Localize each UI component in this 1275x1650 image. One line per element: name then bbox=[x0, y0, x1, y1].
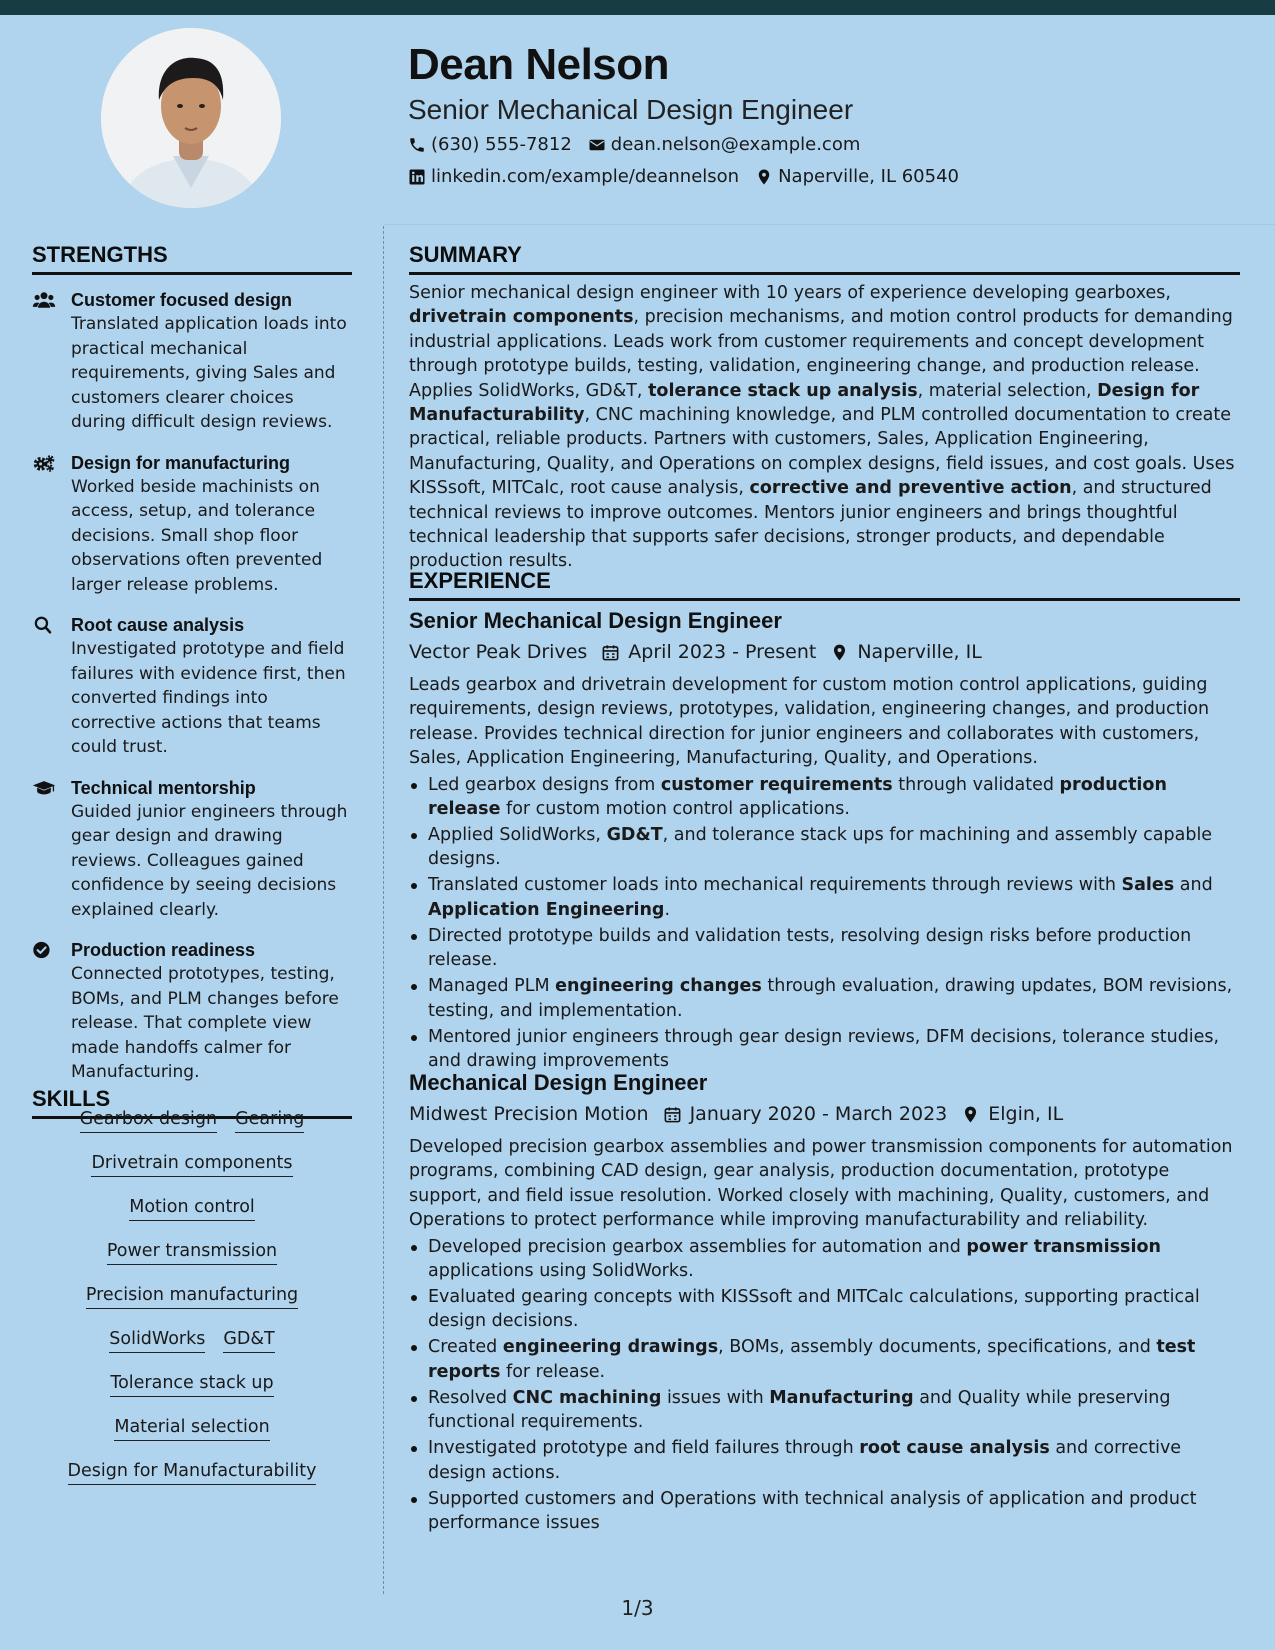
candidate-name: Dean Nelson bbox=[408, 40, 670, 89]
text-run: Managed PLM bbox=[428, 976, 556, 997]
linkedin-text: linkedin.com/example/deannelson bbox=[431, 166, 740, 187]
skill-tag: Drivetrain components bbox=[91, 1152, 292, 1177]
job-company: Midwest Precision Motion bbox=[409, 1103, 649, 1125]
emphasis-text: customer requirements bbox=[660, 774, 893, 795]
job-bullet bbox=[409, 1235, 1240, 1284]
job-company: Vector Peak Drives bbox=[409, 641, 588, 663]
emphasis-text: CNC machining bbox=[512, 1387, 662, 1408]
strength-description: Translated application loads into practical mechanical requirements, giving Sales and customers clearer choices during difficult design reviews. bbox=[71, 314, 347, 432]
linkedin-item[interactable] bbox=[408, 166, 739, 187]
phone-item[interactable] bbox=[408, 134, 572, 155]
emphasis-text: Design for Manufacturability bbox=[409, 380, 1200, 426]
strength-description: Investigated prototype and field failures with evidence first, then converted findings into corrective actions that teams could trust. bbox=[71, 639, 346, 757]
profile-photo bbox=[101, 28, 281, 208]
text-run: Developed precision gearbox assemblies for automation and bbox=[428, 1236, 967, 1257]
emphasis-text: GD&T bbox=[606, 825, 663, 846]
map-pin-icon bbox=[830, 643, 849, 662]
job-bullet bbox=[409, 1386, 1240, 1435]
strength-title: Design for manufacturing bbox=[71, 452, 291, 473]
phone-text: (630) 555-7812 bbox=[431, 134, 572, 155]
text-run: Mentored junior engineers through gear design reviews, DFM decisions, tolerance studies, and drawing improvements bbox=[428, 1026, 1220, 1072]
text-run: , precision mechanisms, and motion control products for demanding industrial applications. Leads work from customer requirements and concept development through prototype builds, testing, validation, engineering change, and production release. Applies SolidWorks, GD&T, bbox=[409, 307, 1233, 401]
job-bullet bbox=[409, 1436, 1240, 1485]
text-run: through evaluation, drawing updates, BOM revisions, testing, and implementation. bbox=[428, 976, 1233, 1021]
job-bullet bbox=[409, 1487, 1240, 1536]
emphasis-text: power transmission bbox=[966, 1236, 1161, 1257]
check-circle-icon bbox=[32, 940, 56, 960]
strength-item bbox=[32, 776, 352, 923]
strength-item bbox=[32, 451, 352, 598]
job-bullet bbox=[409, 823, 1240, 872]
text-run: and Quality while preserving functional requirements. bbox=[428, 1387, 1171, 1433]
skill-tag: Motion control bbox=[129, 1196, 255, 1221]
strength-title: Technical mentorship bbox=[71, 777, 256, 798]
skill-tag: SolidWorks bbox=[109, 1328, 205, 1353]
skill-row bbox=[59, 1460, 326, 1485]
skill-tag: Precision manufacturing bbox=[86, 1284, 298, 1309]
emphasis-text: tolerance stack up analysis bbox=[648, 380, 918, 401]
job-bullet bbox=[409, 1285, 1240, 1334]
location-text: Naperville, IL 60540 bbox=[778, 166, 959, 187]
job-bullet bbox=[409, 1025, 1240, 1074]
emphasis-text: Manufacturing bbox=[769, 1387, 914, 1408]
text-run: for release. bbox=[500, 1361, 606, 1382]
gears-icon bbox=[32, 453, 56, 473]
text-run: . bbox=[664, 899, 671, 920]
strength-description: Worked beside machinists on access, setup, and tolerance decisions. Small shop floor observations often prevented larger release problems. bbox=[71, 476, 323, 595]
text-run: Resolved bbox=[428, 1387, 513, 1408]
summary-heading: SUMMARY bbox=[409, 242, 1240, 275]
text-run: and bbox=[1174, 875, 1213, 896]
skill-tag: Material selection bbox=[114, 1416, 269, 1441]
strengths-list bbox=[32, 288, 352, 1101]
emphasis-text: Sales bbox=[1121, 875, 1175, 896]
job-meta bbox=[409, 1101, 1240, 1127]
skill-tag: Tolerance stack up bbox=[110, 1372, 273, 1397]
strength-item bbox=[32, 288, 352, 435]
text-run: Directed prototype builds and validation tests, resolving design risks before production release. bbox=[428, 925, 1192, 971]
skill-tag: Power transmission bbox=[107, 1240, 277, 1265]
contact-line-1 bbox=[408, 134, 876, 155]
text-run: , material selection, bbox=[917, 380, 1098, 401]
skill-tag: GD&T bbox=[223, 1328, 274, 1353]
text-run: Applied SolidWorks, bbox=[428, 825, 607, 846]
text-run: Translated customer loads into mechanical requirements through reviews with bbox=[428, 875, 1122, 896]
map-pin-icon bbox=[961, 1105, 980, 1124]
strength-description: Connected prototypes, testing, BOMs, and PLM changes before release. That complete view made handoffs calmer for Manufacturing. bbox=[71, 964, 339, 1082]
summary-text bbox=[409, 281, 1240, 574]
text-run: issues with bbox=[661, 1387, 770, 1408]
skill-row bbox=[120, 1196, 264, 1221]
job-bullet bbox=[409, 773, 1240, 822]
text-run: Led gearbox designs from bbox=[428, 774, 661, 795]
strength-title: Customer focused design bbox=[71, 290, 293, 310]
emphasis-text: Application Engineering bbox=[428, 899, 665, 920]
phone-icon bbox=[408, 136, 426, 154]
skill-tag: Gearbox design bbox=[80, 1108, 218, 1133]
skill-row bbox=[98, 1240, 286, 1265]
skill-row bbox=[71, 1108, 314, 1133]
skill-row bbox=[100, 1328, 283, 1353]
job-location: Elgin, IL bbox=[988, 1103, 1064, 1125]
page-number: 1/3 bbox=[621, 1596, 654, 1620]
text-run: through validated bbox=[892, 774, 1060, 795]
text-run: , and tolerance stack ups for machining and assembly capable designs. bbox=[428, 825, 1213, 870]
job-description: Developed precision gearbox assemblies and power transmission components for automation programs, combining CAD design, gear analysis, production documentation, prototype support, and field issue resolution. Worked closely with machining, Quality, customers, and Operations to protect performance while improving manufacturability and reliability. bbox=[409, 1137, 1233, 1231]
job-entry bbox=[409, 1069, 1240, 1537]
location-item bbox=[755, 166, 959, 187]
skills-list bbox=[32, 1108, 352, 1504]
job-bullets bbox=[409, 1235, 1240, 1536]
email-item[interactable] bbox=[588, 134, 861, 155]
strength-description: Guided junior engineers through gear design and drawing reviews. Colleagues gained confidence by seeing decisions explained clearly. bbox=[71, 801, 348, 920]
emphasis-text: test reports bbox=[428, 1337, 1196, 1382]
users-icon bbox=[32, 290, 56, 310]
text-run: for custom motion control applications. bbox=[500, 799, 850, 820]
text-run: Senior mechanical design engineer with 10 years of experience developing gearboxes, bbox=[409, 283, 1171, 303]
calendar-icon bbox=[663, 1105, 682, 1124]
linkedin-icon bbox=[408, 168, 426, 186]
skill-tag: Design for Manufacturability bbox=[68, 1460, 317, 1485]
strength-title: Root cause analysis bbox=[71, 615, 245, 635]
header-divider bbox=[384, 224, 1275, 225]
text-run: and corrective design actions. bbox=[428, 1438, 1182, 1483]
job-location: Naperville, IL bbox=[857, 641, 982, 663]
job-bullet bbox=[409, 1335, 1240, 1384]
contact-line-2 bbox=[408, 166, 975, 187]
job-meta bbox=[409, 639, 1240, 665]
email-text: dean.nelson@example.com bbox=[610, 134, 861, 155]
candidate-role: Senior Mechanical Design Engineer bbox=[408, 94, 854, 125]
job-bullets bbox=[409, 773, 1240, 1074]
envelope-icon bbox=[588, 136, 606, 154]
search-icon bbox=[32, 615, 56, 635]
job-title: Mechanical Design Engineer bbox=[409, 1070, 708, 1095]
emphasis-text: engineering drawings bbox=[502, 1337, 719, 1358]
text-run: , CNC machining knowledge, and PLM controlled documentation to create practical, reliable products. Partners with customers, Sales, Application Engineering, Manufacturing, Quality, and Operations on complex designs, field issues, and cost goals. Uses KISSsoft, MITCalc, root cause analysis, bbox=[409, 405, 1235, 499]
experience-heading: EXPERIENCE bbox=[409, 568, 1240, 601]
job-dates: January 2020 - March 2023 bbox=[689, 1103, 948, 1125]
text-run: applications using SolidWorks. bbox=[428, 1261, 694, 1282]
text-run: , and structured technical reviews to improve outcomes. Mentors junior engineers and brings thoughtful technical leadership that supports safer decisions, stronger products, and dependable production results. bbox=[409, 478, 1212, 572]
strength-title: Production readiness bbox=[71, 940, 256, 960]
skill-row bbox=[105, 1416, 278, 1441]
graduation-cap-icon bbox=[32, 778, 56, 798]
text-run: Investigated prototype and field failures through bbox=[428, 1438, 860, 1459]
top-bar bbox=[0, 0, 1275, 15]
strengths-heading: STRENGTHS bbox=[32, 242, 352, 275]
emphasis-text: engineering changes bbox=[555, 976, 762, 997]
job-bullet bbox=[409, 974, 1240, 1023]
strength-item bbox=[32, 613, 352, 760]
skill-row bbox=[77, 1284, 307, 1309]
emphasis-text: production release bbox=[428, 774, 1167, 820]
text-run: Supported customers and Operations with technical analysis of application and product performance issues bbox=[428, 1488, 1197, 1534]
text-run: Evaluated gearing concepts with KISSsoft and MITCalc calculations, supporting practical design decisions. bbox=[428, 1287, 1200, 1332]
calendar-icon bbox=[601, 643, 620, 662]
map-pin-icon bbox=[755, 168, 773, 186]
text-run: , BOMs, assembly documents, specifications, and bbox=[718, 1337, 1157, 1358]
strength-item bbox=[32, 938, 352, 1085]
column-divider bbox=[383, 226, 384, 1594]
job-title: Senior Mechanical Design Engineer bbox=[409, 608, 782, 633]
job-bullet bbox=[409, 873, 1240, 922]
skills-heading: SKILLS bbox=[32, 1086, 352, 1119]
text-run: Created bbox=[428, 1337, 503, 1358]
job-bullet bbox=[409, 924, 1240, 973]
skill-row bbox=[101, 1372, 282, 1397]
job-dates: April 2023 - Present bbox=[628, 641, 817, 663]
job-description: Leads gearbox and drivetrain development for custom motion control applications, guiding requirements, design reviews, prototypes, validation, engineering changes, and production release. Provides technical direction for junior engineers and collaborates with customers, Sales, Application Engineering, Manufacturing, Quality, and Operations. bbox=[409, 675, 1210, 769]
job-entry bbox=[409, 607, 1240, 1075]
emphasis-text: corrective and preventive action bbox=[749, 478, 1072, 499]
emphasis-text: drivetrain components bbox=[409, 307, 634, 328]
emphasis-text: root cause analysis bbox=[859, 1438, 1050, 1459]
skill-row bbox=[82, 1152, 301, 1177]
skill-tag: Gearing bbox=[235, 1108, 304, 1133]
